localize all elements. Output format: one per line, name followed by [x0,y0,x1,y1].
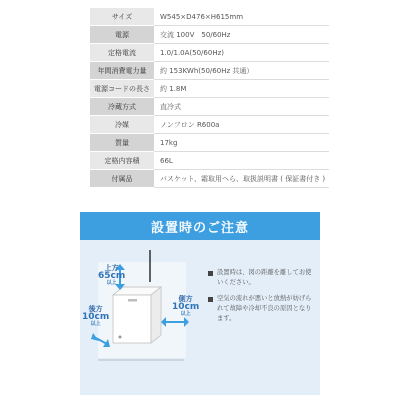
caution-notes [208,268,316,330]
spec-label: 冷蔵方式 [90,98,154,116]
spec-value: バスケット、霜取用へら、取扱説明書 ( 保証書付き ) [154,170,329,188]
caution-note-text: 空気の流れが悪いと放熱が妨げられて故障や冷却不良の原因となります。 [217,295,312,322]
spec-row [90,62,329,80]
spec-value: 17kg [154,134,329,152]
caution-note [208,268,316,288]
spec-label: 冷媒 [90,116,154,134]
spec-value: 約 153KWh(50/60Hz 共通） [154,62,329,80]
spec-label: 付属品 [90,170,154,188]
spec-value: 直冷式 [154,98,329,116]
freezer-side [151,287,161,343]
caution-title: 設置時のご注意 [150,220,249,236]
spec-label: サイズ [90,8,154,26]
spec-row [90,152,329,170]
freezer-handle [128,299,137,302]
spec-value: ノンフロン R600a [154,116,329,134]
clearance-diagram [80,240,220,395]
spec-value: W545×D476×H615mm [154,8,329,26]
spec-row [90,8,329,26]
spec-value: 約 1.8M [154,80,329,98]
installation-caution-panel [80,212,320,395]
caution-note [208,294,316,324]
spec-label: 定格電流 [90,44,154,62]
spec-label: 定格内容積 [90,152,154,170]
spec-value: 1.0/1.0A(50/60Hz) [154,44,329,62]
freezer-front [113,295,151,343]
freezer-dial [119,336,122,339]
caution-note-text: 設置時は、図の距離を離してお使いください。 [217,269,312,286]
back-arrow-head-a [91,333,99,341]
bullet-square-icon [208,271,213,276]
spec-row [90,26,329,44]
spec-row [90,134,329,152]
spec-label: 電源 [90,26,154,44]
spec-value: 66L [154,152,329,170]
spec-label: 電源コードの長さ [90,80,154,98]
spec-row [90,80,329,98]
spec-row [90,170,329,188]
spec-table [90,8,329,188]
caution-header [80,212,320,240]
spec-row [90,44,329,62]
spec-label: 質量 [90,134,154,152]
back-clearance-label: 後方 10cm 以上 [82,305,110,327]
spec-row [90,98,329,116]
spec-row [90,116,329,134]
spec-label: 年間消費電力量 [90,62,154,80]
bullet-square-icon [208,297,213,302]
side-arrow-head-right [184,317,189,327]
spec-value: 交流 100V 50/60Hz [154,26,329,44]
side-clearance-label: 側方 10cm 以上 [172,295,200,317]
top-clearance-label: 上方 65cm 以上 [98,264,126,286]
